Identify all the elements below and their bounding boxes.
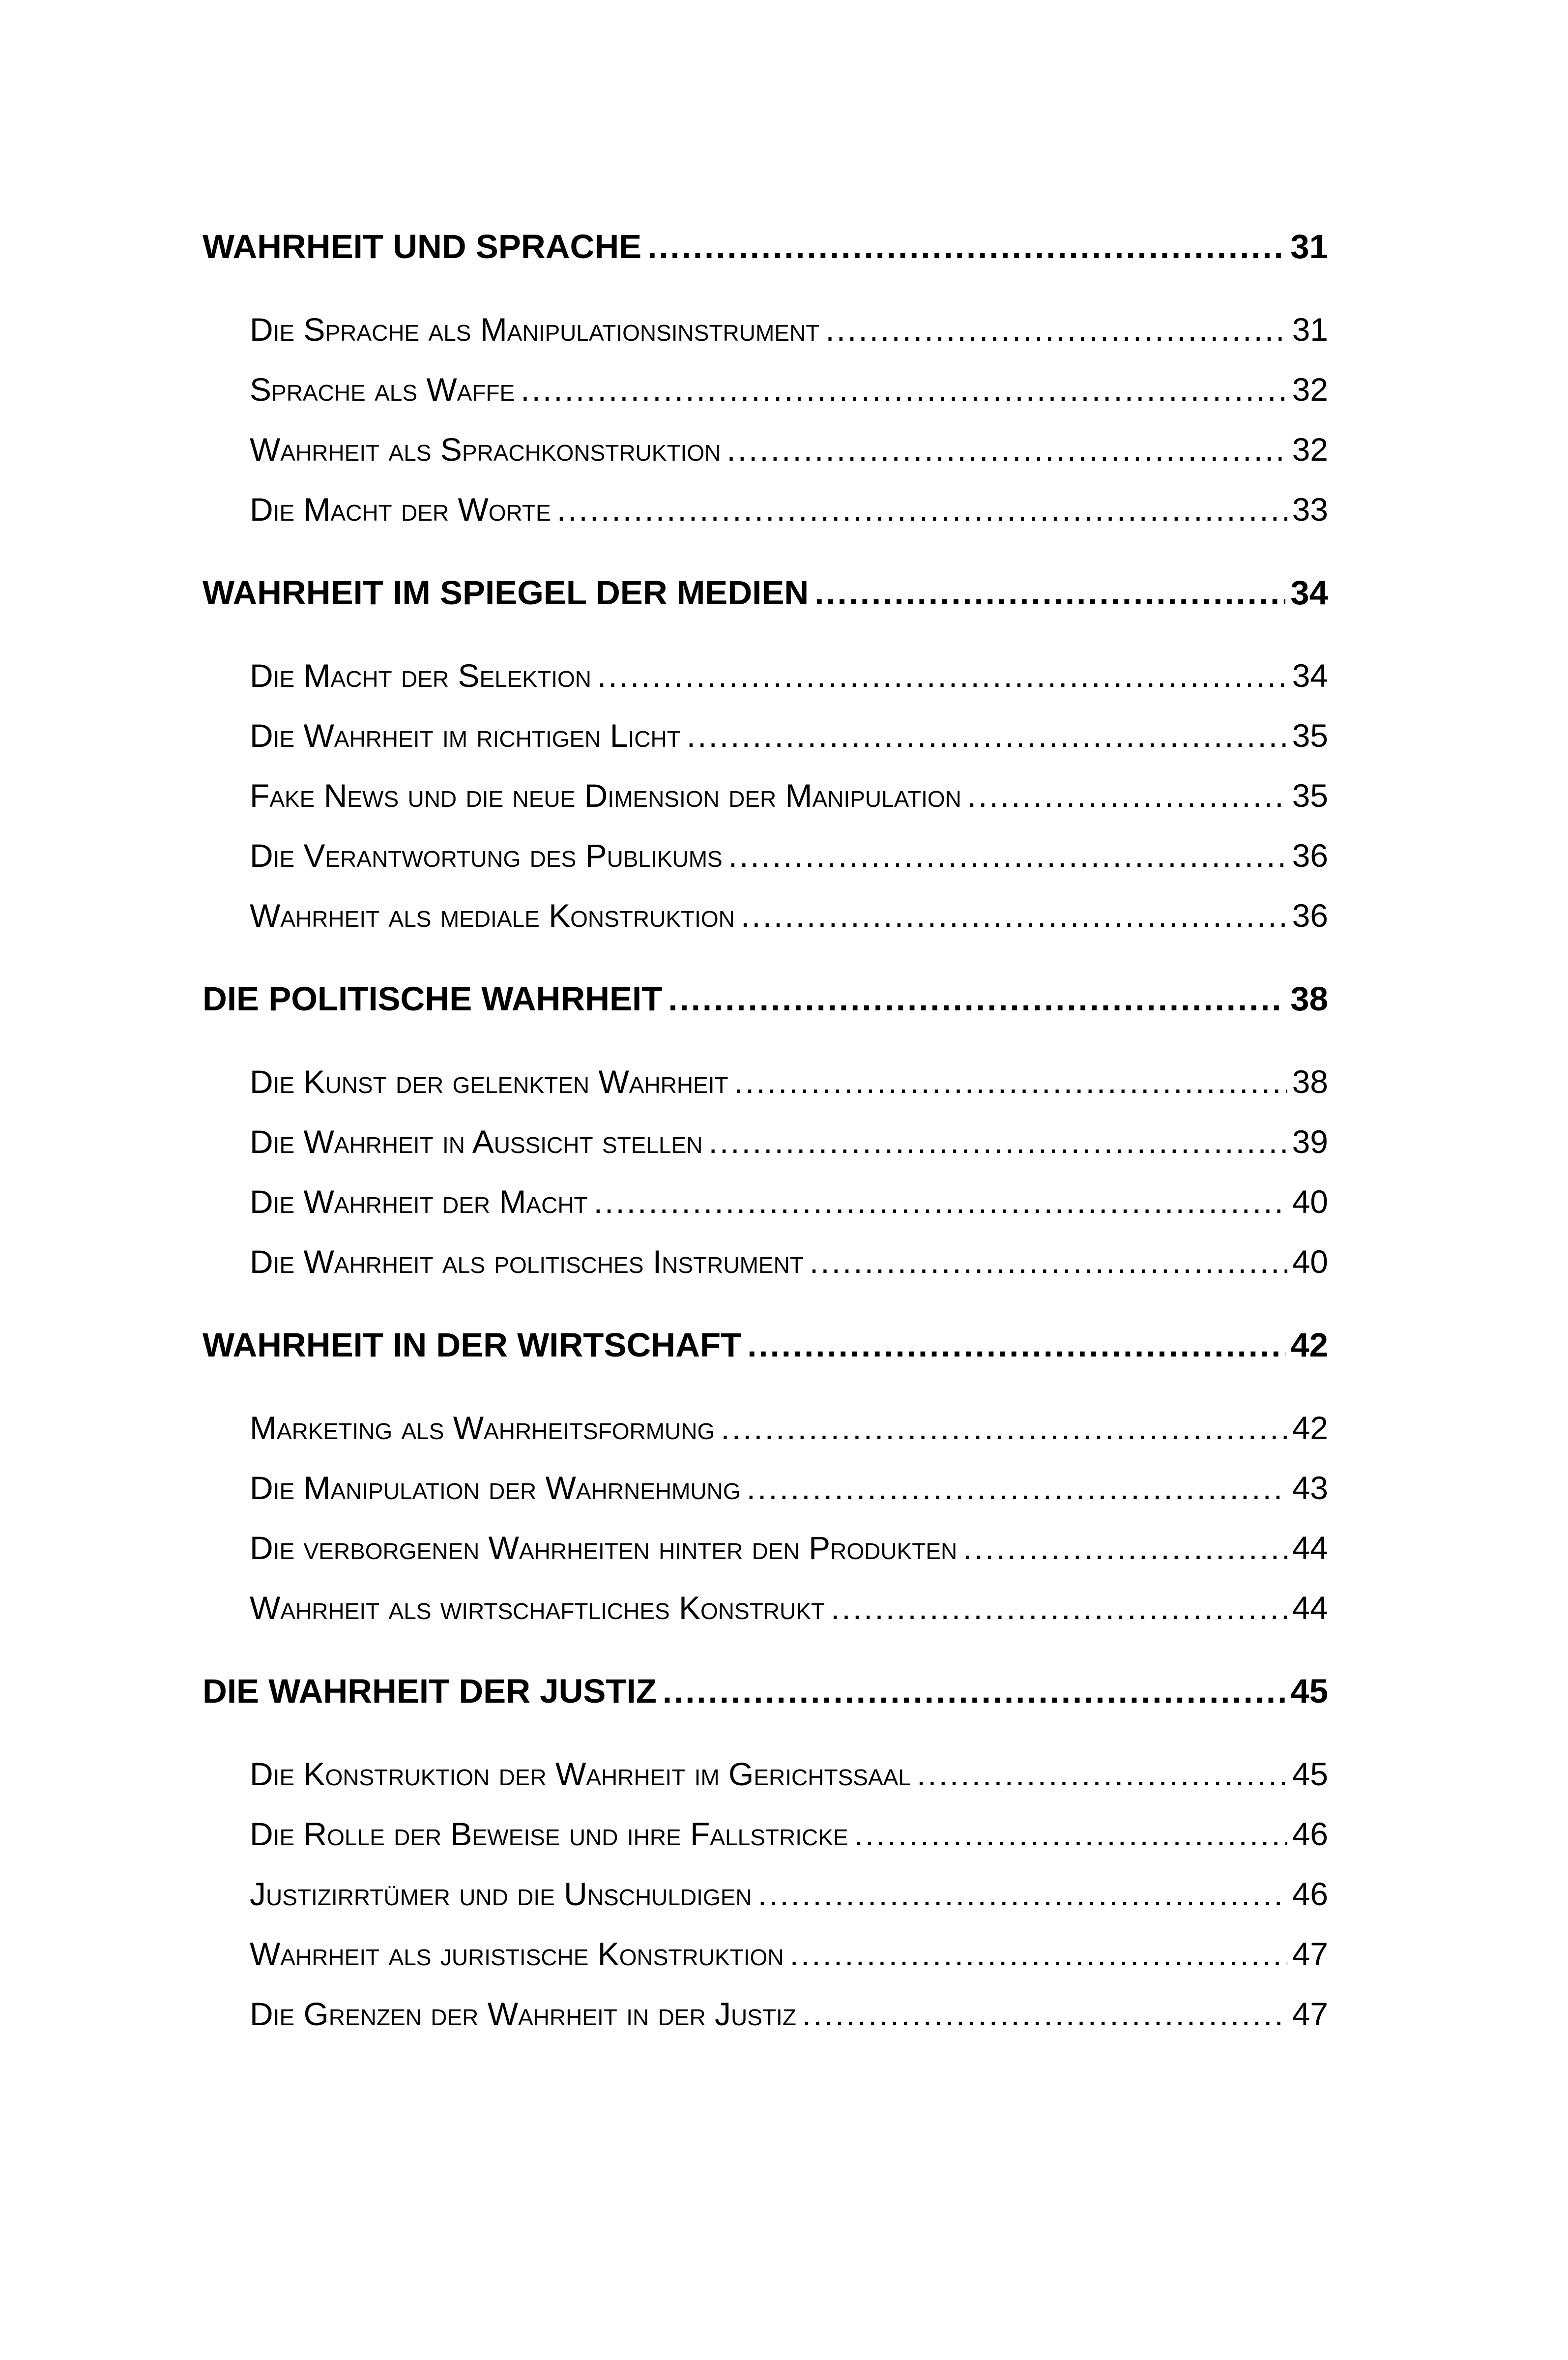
dot-leader bbox=[728, 837, 1287, 874]
section-title: Die Wahrheit der Macht bbox=[250, 1183, 588, 1220]
section-page-number: 44 bbox=[1292, 1530, 1328, 1566]
section-title: Die Wahrheit im richtigen Licht bbox=[250, 717, 681, 754]
section-title: Die Manipulation der Wahrnehmung bbox=[250, 1470, 741, 1506]
dot-leader bbox=[663, 1672, 1285, 1711]
dot-leader bbox=[831, 1589, 1287, 1626]
section-entry[interactable] bbox=[250, 431, 1328, 491]
chapter-title: WAHRHEIT UND SPRACHE bbox=[203, 228, 642, 266]
table-of-contents bbox=[203, 227, 1328, 2055]
section-entry[interactable] bbox=[250, 1755, 1328, 1815]
chapter-title: DIE WAHRHEIT DER JUSTIZ bbox=[203, 1672, 657, 1710]
dot-leader bbox=[802, 1995, 1287, 2033]
section-title: Die Verantwortung des Publikums bbox=[250, 837, 723, 874]
dot-leader bbox=[854, 1815, 1287, 1853]
dot-leader bbox=[747, 1326, 1285, 1364]
chapter-page-number: 34 bbox=[1290, 574, 1328, 612]
dot-leader bbox=[597, 657, 1287, 694]
section-title: Wahrheit als juristische Konstruktion bbox=[250, 1936, 784, 1972]
section-entry[interactable] bbox=[250, 491, 1328, 551]
chapter-page-number: 42 bbox=[1290, 1326, 1328, 1364]
section-page-number: 46 bbox=[1292, 1816, 1328, 1852]
section-entry[interactable] bbox=[250, 1935, 1328, 1995]
section-page-number: 35 bbox=[1292, 717, 1328, 754]
dot-leader bbox=[967, 777, 1287, 814]
dot-leader bbox=[726, 431, 1287, 468]
dot-leader bbox=[687, 717, 1287, 754]
chapter-page-number: 31 bbox=[1290, 228, 1328, 266]
section-page-number: 36 bbox=[1292, 837, 1328, 874]
dot-leader bbox=[521, 371, 1287, 408]
section-entry[interactable] bbox=[250, 777, 1328, 837]
section-entry[interactable] bbox=[250, 1469, 1328, 1529]
chapter-heading[interactable] bbox=[203, 227, 1328, 286]
section-page-number: 45 bbox=[1292, 1756, 1328, 1792]
dot-leader bbox=[814, 573, 1285, 612]
section-page-number: 32 bbox=[1292, 431, 1328, 468]
section-entry[interactable] bbox=[250, 1815, 1328, 1875]
dot-leader bbox=[810, 1243, 1287, 1280]
dot-leader bbox=[917, 1755, 1287, 1793]
dot-leader bbox=[557, 491, 1287, 528]
section-title: Wahrheit als wirtschaftliches Konstrukt bbox=[250, 1590, 825, 1626]
section-entry[interactable] bbox=[250, 1243, 1328, 1303]
dot-leader bbox=[758, 1875, 1287, 1913]
section-page-number: 35 bbox=[1292, 777, 1328, 814]
dot-leader bbox=[741, 897, 1287, 934]
section-title: Wahrheit als Sprachkonstruktion bbox=[250, 431, 721, 468]
section-entry[interactable] bbox=[250, 837, 1328, 897]
section-title: Marketing als Wahrheitsformung bbox=[250, 1410, 715, 1446]
dot-leader bbox=[594, 1183, 1287, 1220]
chapter-title: DIE POLITISCHE WAHRHEIT bbox=[203, 980, 663, 1018]
chapter-title: WAHRHEIT IM SPIEGEL DER MEDIEN bbox=[203, 574, 809, 612]
section-entry[interactable] bbox=[250, 1589, 1328, 1649]
dot-leader bbox=[708, 1123, 1287, 1160]
section-title: Die Grenzen der Wahrheit in der Justiz bbox=[250, 1996, 796, 2032]
section-title: Die Kunst der gelenkten Wahrheit bbox=[250, 1063, 728, 1100]
section-title: Die Rolle der Beweise und ihre Fallstricke bbox=[250, 1816, 848, 1852]
section-title: Die Sprache als Manipulationsinstrument bbox=[250, 311, 820, 348]
section-entry[interactable] bbox=[250, 371, 1328, 431]
section-entry[interactable] bbox=[250, 717, 1328, 777]
section-page-number: 33 bbox=[1292, 491, 1328, 528]
section-page-number: 42 bbox=[1292, 1410, 1328, 1446]
section-page-number: 32 bbox=[1292, 371, 1328, 408]
section-title: Die Konstruktion der Wahrheit im Gerichtssaal bbox=[250, 1756, 911, 1792]
dot-leader bbox=[963, 1529, 1287, 1566]
dot-leader bbox=[647, 227, 1285, 266]
chapter-heading[interactable] bbox=[203, 1672, 1328, 1731]
section-title: Die Wahrheit als politisches Instrument bbox=[250, 1243, 804, 1280]
chapter-page-number: 38 bbox=[1290, 980, 1328, 1018]
dot-leader bbox=[747, 1469, 1287, 1506]
section-title: Die Macht der Selektion bbox=[250, 657, 591, 694]
section-page-number: 47 bbox=[1292, 1936, 1328, 1972]
section-entry[interactable] bbox=[250, 657, 1328, 717]
section-entry[interactable] bbox=[250, 1183, 1328, 1243]
dot-leader bbox=[668, 979, 1285, 1018]
dot-leader bbox=[825, 311, 1287, 348]
section-title: Fake News und die neue Dimension der Manipulation bbox=[250, 777, 961, 814]
section-entry[interactable] bbox=[250, 1875, 1328, 1935]
section-title: Die Wahrheit in Aussicht stellen bbox=[250, 1123, 703, 1160]
section-page-number: 40 bbox=[1292, 1243, 1328, 1280]
section-entry[interactable] bbox=[250, 1409, 1328, 1469]
dot-leader bbox=[790, 1935, 1287, 1973]
section-entry[interactable] bbox=[250, 311, 1328, 371]
section-page-number: 43 bbox=[1292, 1470, 1328, 1506]
section-title: Die Macht der Worte bbox=[250, 491, 551, 528]
section-title: Justizirrtümer und die Unschuldigen bbox=[250, 1876, 752, 1912]
chapter-page-number: 45 bbox=[1290, 1672, 1328, 1710]
section-entry[interactable] bbox=[250, 1123, 1328, 1183]
section-page-number: 38 bbox=[1292, 1063, 1328, 1100]
chapter-heading[interactable] bbox=[203, 1326, 1328, 1385]
section-entry[interactable] bbox=[250, 1995, 1328, 2055]
chapter-heading[interactable] bbox=[203, 573, 1328, 632]
section-entry[interactable] bbox=[250, 1529, 1328, 1589]
dot-leader bbox=[721, 1409, 1287, 1446]
section-entry[interactable] bbox=[250, 897, 1328, 957]
section-page-number: 34 bbox=[1292, 657, 1328, 694]
section-title: Sprache als Waffe bbox=[250, 371, 515, 408]
section-page-number: 46 bbox=[1292, 1876, 1328, 1912]
section-page-number: 31 bbox=[1292, 311, 1328, 348]
section-title: Die verborgenen Wahrheiten hinter den Produkten bbox=[250, 1530, 958, 1566]
chapter-title: WAHRHEIT IN DER WIRTSCHAFT bbox=[203, 1326, 742, 1364]
section-page-number: 36 bbox=[1292, 897, 1328, 934]
dot-leader bbox=[734, 1063, 1287, 1100]
section-page-number: 40 bbox=[1292, 1183, 1328, 1220]
section-page-number: 44 bbox=[1292, 1590, 1328, 1626]
section-entry[interactable] bbox=[250, 1063, 1328, 1123]
chapter-heading[interactable] bbox=[203, 979, 1328, 1038]
section-page-number: 39 bbox=[1292, 1123, 1328, 1160]
section-page-number: 47 bbox=[1292, 1996, 1328, 2032]
section-title: Wahrheit als mediale Konstruktion bbox=[250, 897, 735, 934]
